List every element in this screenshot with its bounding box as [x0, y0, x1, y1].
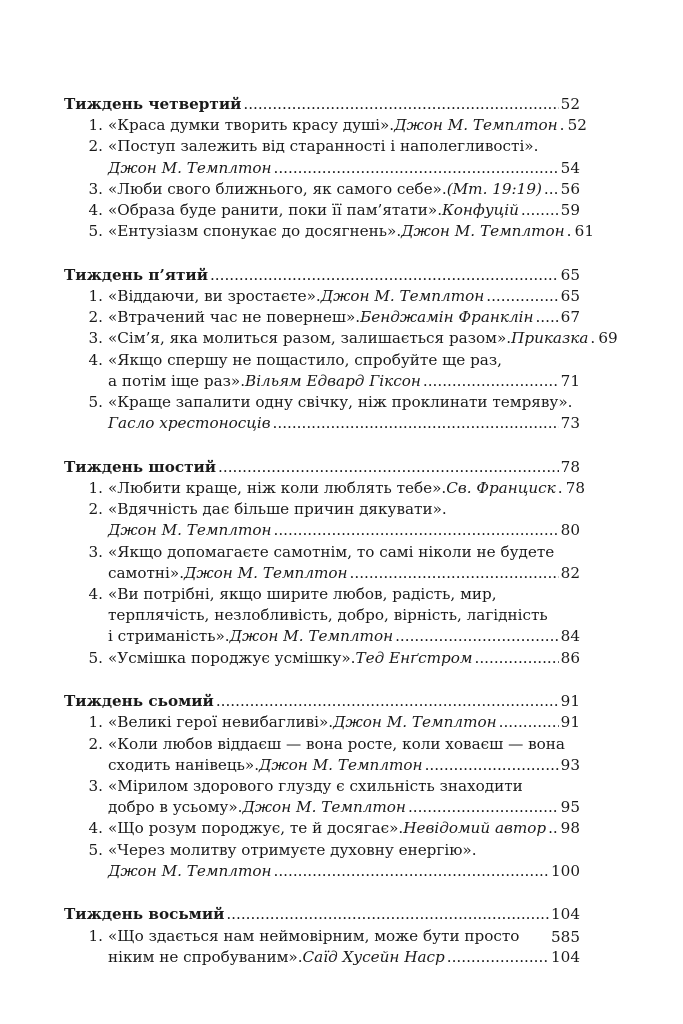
- dot-leader: [274, 158, 559, 179]
- dot-leader: [447, 947, 549, 968]
- entry-body: [108, 307, 580, 328]
- week-page-number: 91: [560, 692, 580, 711]
- entry-number: 3.: [88, 777, 103, 796]
- entry-body: [108, 499, 580, 541]
- entry-number: 1.: [88, 287, 103, 306]
- quote-author: Джон М. Темплтон: [108, 158, 272, 177]
- dot-leader: [350, 563, 559, 584]
- table-of-contents: [64, 94, 618, 990]
- quote-text: «Краще запалити одну свічку, ніж проклинати темряву».: [108, 393, 573, 412]
- entry-line: [108, 371, 580, 392]
- toc-entry: [64, 734, 580, 776]
- entry-body: [108, 136, 580, 178]
- dot-leader: [475, 648, 559, 669]
- week-page-number: 52: [560, 95, 580, 113]
- entry-line: [108, 520, 580, 541]
- entry-line: [108, 307, 580, 328]
- entry-line: [108, 861, 580, 882]
- dot-leader: [274, 520, 559, 541]
- entry-number: 2.: [88, 137, 103, 156]
- entry-line: [108, 626, 580, 647]
- entry-page-number: 93: [560, 755, 580, 774]
- week-page-number: 78: [560, 457, 580, 476]
- quote-text: «Ентузіазм спонукає до досягнень».: [108, 222, 402, 241]
- dot-leader: [486, 286, 558, 307]
- dot-leader: [535, 307, 558, 328]
- entry-page-number: 67: [560, 308, 580, 327]
- entry-page-number: 69: [598, 329, 618, 348]
- entry-number: 2.: [88, 308, 103, 327]
- dot-leader: [558, 478, 564, 499]
- entry-body: [108, 776, 580, 818]
- dot-leader: [273, 413, 559, 434]
- week-heading: [64, 691, 580, 712]
- entry-line: [108, 179, 580, 200]
- quote-text: «Поступ залежить від старанності і наполегливості».: [108, 137, 539, 156]
- toc-entry: [64, 221, 594, 242]
- entry-page-number: 82: [560, 563, 580, 582]
- quote-author: Саїд Хусейн Наср: [302, 947, 445, 966]
- quote-author: Джон М. Темплтон: [401, 222, 565, 241]
- entry-number: 2.: [88, 500, 103, 519]
- entry-number: 3.: [88, 542, 103, 561]
- quote-author: Невідомий автор: [403, 819, 547, 838]
- dot-leader: [243, 94, 558, 115]
- entry-page-number: 59: [560, 201, 580, 220]
- dot-leader: [210, 265, 559, 286]
- quote-author: Джон М. Темплтон: [242, 798, 406, 817]
- entry-number: 1.: [88, 926, 103, 945]
- entry-body: [108, 818, 580, 839]
- quote-author: Джон М. Темплтон: [229, 627, 394, 646]
- entry-body: [108, 328, 618, 349]
- quote-text: «Образа буде ранити, поки її пам’ятати».: [108, 201, 443, 220]
- quote-text: «Краса думки творить красу душі».: [108, 116, 395, 135]
- quote-text: «Коли любов віддаєш — вона росте, коли ховаєш — вона: [108, 734, 565, 753]
- entry-page-number: 73: [560, 414, 580, 433]
- toc-entry: [64, 776, 580, 818]
- entry-line: [108, 350, 580, 371]
- quote-text: «Люби свого ближнього, як самого себе».: [108, 179, 447, 198]
- entry-line: [108, 392, 580, 413]
- toc-section: [64, 457, 586, 669]
- week-title: Тиждень сьомий: [64, 692, 214, 711]
- entry-number: 5.: [88, 222, 103, 241]
- quote-author: Джон М. Темплтон: [333, 713, 497, 732]
- quote-text: терплячість, незлобливість, добро, вірність, лагідність: [108, 606, 548, 625]
- quote-author: Джон М. Темплтон: [259, 755, 423, 774]
- entry-body: [108, 734, 580, 776]
- toc-section: [64, 691, 580, 882]
- entry-line: [108, 776, 580, 797]
- entry-page-number: 65: [560, 287, 580, 306]
- entry-number: 1.: [88, 479, 103, 498]
- entry-line: [108, 478, 586, 499]
- entry-body: [108, 648, 580, 669]
- toc-entry: [64, 350, 580, 392]
- entry-number: 4.: [88, 819, 103, 838]
- toc-entry: [64, 542, 580, 584]
- entry-line: [108, 797, 580, 818]
- entry-number: 1.: [88, 116, 103, 135]
- entry-body: [108, 115, 587, 136]
- toc-entry: [64, 136, 580, 178]
- dot-leader: [499, 712, 559, 733]
- entry-line: [108, 563, 580, 584]
- entry-line: [108, 328, 618, 349]
- quote-text: «Якщо допомагаєте самотнім, то самі ніколи не будете: [108, 542, 555, 561]
- entry-number: 5.: [88, 393, 103, 412]
- entry-body: [108, 712, 580, 733]
- quote-text: добро в усьому».: [108, 798, 243, 817]
- toc-entry: [64, 712, 580, 733]
- quote-text: сходить нанівець».: [108, 755, 260, 774]
- entry-page-number: 100: [551, 861, 580, 880]
- toc-entry: [64, 818, 580, 839]
- entry-page-number: 71: [560, 371, 580, 390]
- dot-leader: [423, 371, 559, 392]
- toc-entry: [64, 286, 580, 307]
- dot-leader: [274, 861, 549, 882]
- week-heading: [64, 94, 580, 115]
- quote-text: ніким не спробуваним».: [108, 947, 303, 966]
- quote-text: «Вдячність дає більше причин дякувати».: [108, 500, 447, 519]
- entry-number: 4.: [88, 585, 103, 604]
- page-number: 585: [551, 928, 580, 946]
- quote-text: «Якщо спершу не пощастило, спробуйте ще раз,: [108, 350, 502, 369]
- toc-entry: [64, 115, 587, 136]
- entry-line: [108, 947, 580, 968]
- entry-line: [108, 158, 580, 179]
- week-page-number: 65: [560, 265, 580, 284]
- toc-entry: [64, 478, 586, 499]
- dot-leader: [567, 221, 573, 242]
- entry-line: [108, 413, 580, 434]
- entry-body: [108, 350, 580, 392]
- toc-entry: [64, 179, 580, 200]
- toc-section: [64, 904, 580, 968]
- entry-page-number: 78: [565, 479, 586, 498]
- quote-author: Конфуцій: [442, 201, 519, 220]
- dot-leader: [560, 115, 566, 136]
- entry-line: [108, 136, 580, 157]
- dot-leader: [408, 797, 559, 818]
- quote-author: Св. Франциск: [446, 479, 556, 498]
- quote-author: Приказка: [511, 329, 589, 348]
- entry-number: 5.: [88, 840, 103, 859]
- entry-number: 2.: [88, 734, 103, 753]
- entry-page-number: 80: [560, 521, 580, 540]
- entry-line: [108, 542, 580, 563]
- dot-leader: [548, 818, 559, 839]
- quote-text: «Віддаючи, ви зростаєте».: [108, 287, 321, 306]
- dot-leader: [590, 328, 596, 349]
- quote-text: «Що здається нам неймовірним, може бути просто: [108, 926, 520, 945]
- quote-text: «Сім’я, яка молиться разом, залишається разом».: [108, 329, 512, 348]
- quote-text: «Втрачений час не повернеш».: [108, 308, 361, 327]
- week-heading: [64, 904, 580, 925]
- toc-entry: [64, 840, 580, 882]
- entry-line: [108, 648, 580, 669]
- week-heading: [64, 457, 580, 478]
- entry-line: [108, 221, 594, 242]
- entry-body: [108, 542, 580, 584]
- entry-body: [108, 221, 594, 242]
- entry-body: [108, 286, 580, 307]
- dot-leader: [226, 904, 549, 925]
- toc-entry: [64, 926, 580, 968]
- entry-line: [108, 605, 580, 626]
- quote-author: Гасло хрестоносців: [108, 414, 271, 433]
- toc-entry: [64, 307, 580, 328]
- entry-line: [108, 818, 580, 839]
- entry-number: 3.: [88, 179, 103, 198]
- quote-text: «Що розум породжує, те й досягає».: [108, 819, 404, 838]
- quote-author: Джон М. Темплтон: [394, 116, 558, 135]
- entry-number: 4.: [88, 350, 103, 369]
- entry-number: 3.: [88, 329, 103, 348]
- entry-body: [108, 392, 580, 434]
- week-title: Тиждень шостий: [64, 457, 217, 476]
- quote-author: Джон М. Темплтон: [320, 287, 485, 306]
- quote-text: а потім іще раз».: [108, 371, 246, 390]
- entry-line: [108, 200, 580, 221]
- entry-page-number: 91: [560, 713, 580, 732]
- quote-text: і стриманість».: [108, 627, 230, 646]
- toc-entry: [64, 584, 580, 648]
- entry-page-number: 52: [567, 116, 587, 135]
- quote-text: «Через молитву отримуєте духовну енергію».: [108, 840, 477, 859]
- quote-author: Джон М. Темплтон: [184, 563, 348, 582]
- week-title: Тиждень п’ятий: [64, 265, 208, 284]
- toc-entry: [64, 648, 580, 669]
- quote-author: Джон М. Темплтон: [108, 861, 272, 880]
- quote-author: (Мт. 19:19): [446, 179, 542, 198]
- entry-page-number: 98: [560, 819, 580, 838]
- entry-body: [108, 179, 580, 200]
- entry-body: [108, 840, 580, 882]
- dot-leader: [216, 691, 559, 712]
- toc-entry: [64, 200, 580, 221]
- entry-line: [108, 115, 587, 136]
- entry-page-number: 61: [574, 222, 594, 241]
- entry-line: [108, 499, 580, 520]
- quote-text: «Ви потрібні, якщо ширите любов, радість, мир,: [108, 585, 497, 604]
- entry-line: [108, 840, 580, 861]
- quote-author: Джон М. Темплтон: [108, 521, 272, 540]
- entry-line: [108, 712, 580, 733]
- entry-number: 4.: [88, 201, 103, 220]
- quote-author: Бенджамін Франклін: [360, 308, 534, 327]
- quote-text: «Мірилом здорового глузду є схильність знаходити: [108, 777, 523, 796]
- entry-page-number: 56: [560, 179, 580, 198]
- dot-leader: [544, 179, 559, 200]
- entry-page-number: 54: [560, 158, 580, 177]
- entry-body: [108, 478, 586, 499]
- entry-line: [108, 734, 580, 755]
- week-heading: [64, 265, 580, 286]
- dot-leader: [395, 626, 559, 647]
- toc-entry: [64, 328, 618, 349]
- entry-body: [108, 926, 580, 968]
- entry-line: [108, 926, 580, 947]
- quote-text: «Любити краще, ніж коли люблять тебе».: [108, 479, 447, 498]
- week-title: Тиждень восьмий: [64, 905, 225, 924]
- entry-line: [108, 584, 580, 605]
- quote-text: самотні».: [108, 563, 185, 582]
- toc-entry: [64, 499, 580, 541]
- week-title: Тиждень четвертий: [64, 95, 242, 113]
- quote-author: Тед Енґстром: [355, 648, 473, 667]
- quote-text: «Усмішка породжує усмішку».: [108, 648, 356, 667]
- entry-page-number: 84: [560, 627, 580, 646]
- week-page-number: 104: [551, 905, 580, 924]
- dot-leader: [521, 200, 559, 221]
- entry-number: 1.: [88, 713, 103, 732]
- dot-leader: [218, 457, 559, 478]
- quote-author: Вільям Едвард Гіксон: [245, 371, 421, 390]
- entry-page-number: 104: [551, 947, 580, 966]
- entry-line: [108, 755, 580, 776]
- entry-body: [108, 200, 580, 221]
- entry-number: 5.: [88, 648, 103, 667]
- dot-leader: [425, 755, 559, 776]
- entry-page-number: 95: [560, 798, 580, 817]
- toc-section: [64, 265, 618, 435]
- quote-text: «Великі герої невибагливі».: [108, 713, 334, 732]
- toc-entry: [64, 392, 580, 434]
- entry-page-number: 86: [560, 648, 580, 667]
- entry-body: [108, 584, 580, 648]
- entry-line: [108, 286, 580, 307]
- toc-section: [64, 94, 594, 242]
